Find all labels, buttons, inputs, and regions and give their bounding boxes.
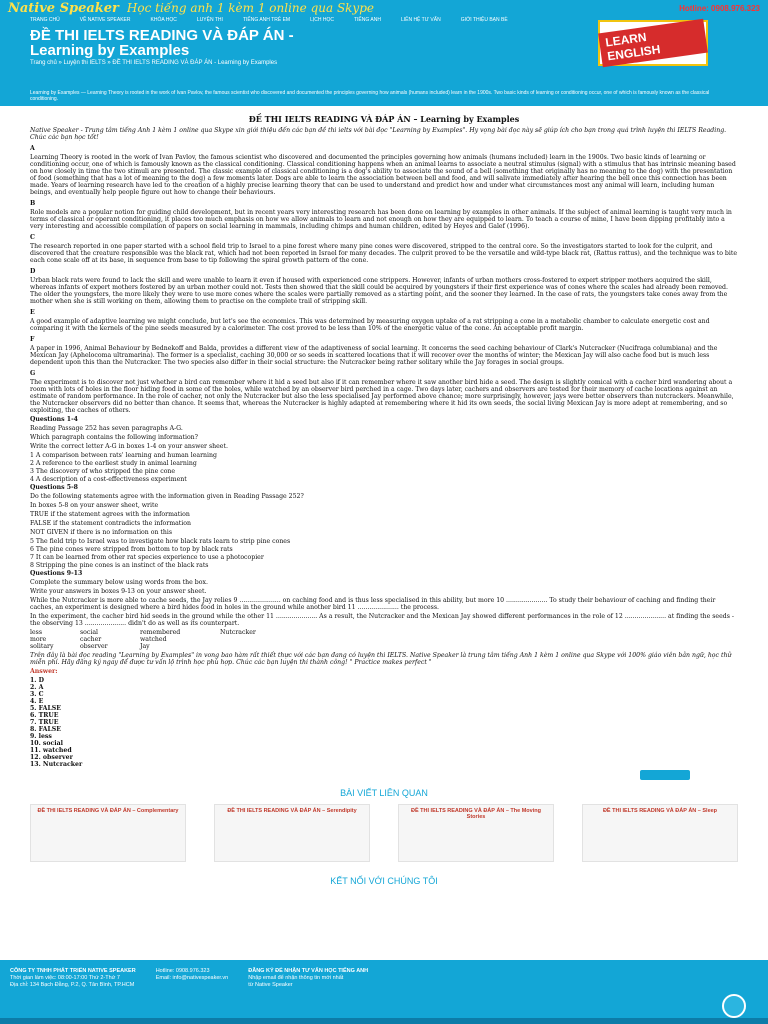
- page-hero: [0, 16, 768, 88]
- word-option: observer: [80, 643, 108, 650]
- related-card[interactable]: [582, 804, 738, 862]
- word-option: watched: [140, 636, 167, 643]
- q2-boxes: In boxes 5-8 on your answer sheet, write: [30, 502, 159, 509]
- nav-english[interactable]: TIẾNG ANH: [353, 17, 381, 23]
- breadcrumb[interactable]: Trang chủ » Luyện thi IELTS » ĐỀ THI IELTS READING VÀ ĐÁP ÁN - Learning by Examples: [30, 60, 278, 66]
- list-item: 7 It can be learned from other rat species experience to use a photocopier: [30, 554, 264, 561]
- related-card[interactable]: [30, 804, 186, 862]
- q2-not-given: NOT GIVEN if there is no information on this: [30, 529, 173, 536]
- nav-schedule[interactable]: LỊCH HỌC: [310, 17, 334, 23]
- answer-item: 11. watched: [30, 747, 72, 754]
- footer-subscribe-title: ĐĂNG KÝ ĐỂ NHẬN TƯ VẤN HỌC TIẾNG ANH: [248, 968, 369, 974]
- footer-email[interactable]: Email: info@nativespeaker.vn: [155, 975, 229, 981]
- footer-line: Nhập email để nhận thông tin mới nhất: [248, 975, 344, 981]
- paragraph-b: Role models are a popular notion for guiding child development, but in recent years very interesting research has been done on learning by examples in other animals. If the subject of animal learning is taught very much in terms of classical or operant conditioning, it places too much emphasis on how we allow animals to learn and not enough on how they are equipped to learn. To teach a course of mine, I have been dipping profitably into a very interesting and accessible compilation of papers on social learning in mammals, including chimps and human children, edited by Heyes and Galef (1996).: [30, 209, 732, 230]
- article-outro: Trên đây là bài đọc reading "Learning by Examples" in vong bao hàm rất thiết thực với các bạn đang có luyện thi IELTS. Native Speaker là trung tâm tiếng Anh 1 kèm 1 online qua Skype với 100% giáo viên bản ngữ, học thử miễn phí. Hãy đăng ký ngay để được tư vấn lộ trình học phù hợp. Chúc các bạn luyện thi thành công! " Practice makes perfect ": [30, 652, 732, 666]
- list-item: 6 The pine cones were stripped from bottom to top by black rats: [30, 546, 233, 553]
- q3-write: Write your answers in boxes 9-13 on your answer sheet.: [30, 588, 207, 595]
- paragraph-label-e: E: [30, 309, 35, 316]
- related-title: BÀI VIẾT LIÊN QUAN: [340, 788, 428, 798]
- share-button[interactable]: [640, 770, 690, 780]
- paragraph-label-d: D: [30, 268, 36, 275]
- q2-true: TRUE if the statement agrees with the information: [30, 511, 190, 518]
- page-title-line2: Learning by Examples: [30, 42, 190, 59]
- answer-item: 13. Nutcracker: [30, 761, 83, 768]
- paragraph-label-g: G: [30, 370, 36, 377]
- answer-item: 2. A: [30, 684, 44, 691]
- page-title-line1: ĐỀ THI IELTS READING VÀ ĐÁP ÁN -: [30, 27, 294, 44]
- answers-title: Answer:: [30, 668, 58, 675]
- related-card-title[interactable]: ĐỀ THI IELTS READING VÀ ĐÁP ÁN – Sleep: [602, 808, 718, 814]
- q2-list: [30, 538, 738, 569]
- footer-line: từ Native Speaker: [248, 982, 293, 988]
- list-item: 3 The discovery of who stripped the pine cone: [30, 468, 176, 475]
- footer-hotline[interactable]: Hotline: 0908.976.323: [155, 968, 210, 974]
- bottom-strip: [0, 1018, 768, 1024]
- related-card[interactable]: [398, 804, 554, 862]
- q3-summary-2: In the experiment, the cacher bird hid seeds in the ground while the other 11 ..................... As a result, the Nutcracker and the Mexican Jay showed different performances in the role of 12 ..................... at finding the seeds - the observing 13 ..................... didn't do as well as its counterpart.: [30, 613, 734, 627]
- list-item: 2 A reference to the earliest study in animal learning: [30, 460, 197, 467]
- article-body: [0, 106, 768, 768]
- paragraph-g: The experiment is to discover not just whether a bird can remember where it hid a seed but also if it can remember where it saw another bird hide a seed. The design is slightly comical with a cacher bird wandering about a room with lots of holes in the floor hiding food in some of the holes, while watched by an observer bird perched in a cage. Two days later, cachers and observers are tested for their memory of cache locations against an estimate of random performance. In the role of cacher, not only the Nutcracker but also the less specialised Jay performed above chance; more surprisingly, however, jays were better observers than nutcrackers. Meanwhile, the Nutcracker observers did no better than chance. It seems that, whereas the Nutcracker is highly adapted at remembering where it hid its own seeds, the social living Mexican Jay is more adept at remembering, and so exploiting, the caches of others.: [30, 379, 734, 414]
- nav-exam[interactable]: LUYỆN THI: [196, 17, 223, 23]
- hotline[interactable]: Hotline: 0908.976.323: [679, 3, 760, 13]
- chat-bubble-icon[interactable]: [722, 994, 746, 1018]
- footer-contact: [156, 968, 229, 1016]
- word-option: remembered: [140, 629, 181, 636]
- word-option: less: [30, 629, 42, 636]
- q3-instr: Complete the summary below using words from the box.: [30, 579, 208, 586]
- answer-list: [30, 677, 738, 768]
- learn-english-badge: LEARN ENGLISH: [598, 19, 708, 67]
- list-item: 1 A comparison between rats' learning and human learning: [30, 452, 217, 459]
- answer-item: 6. TRUE: [30, 712, 59, 719]
- nav-courses[interactable]: KHÓA HỌC: [150, 17, 177, 23]
- article-summary: Learning by Examples — Learning Theory is rooted in the work of Ivan Pavlov, the famous scientist who discovered and documented the principles governing how animals (humans included) learn in the 1900s. Two basic kinds of learning or conditioning occur, one of which is famously known as the classical conditioning.: [0, 88, 768, 106]
- q1-which: Which paragraph contains the following information?: [30, 434, 198, 441]
- word-box: [30, 629, 738, 650]
- word-option: cacher: [80, 636, 102, 643]
- paragraph-d: Urban black rats were found to lack the skill and were unable to learn it even if housed with experienced cone strippers. However, infants of urban mothers cross-fostered to expert stripper mothers acquired the skill, whereas infants of expert mothers fostered by an urban mother could not. Tests then showed that the skill could be acquired by youngsters if their first experience was of cones where the scales had already been removed. The older the youngsters, the more likely they were to use more cones where the scales were partially removed as a starting point, and the sooner they learned. In the case of rats, the youngsters take cones away from the mother when she is still working on them, allowing them to practise on the complete trail of stripping skill.: [30, 277, 728, 305]
- footer-line: Địa chỉ: 134 Bạch Đằng, P.2, Q. Tân Bình, TP.HCM: [10, 982, 135, 988]
- nav-home[interactable]: TRANG CHỦ: [30, 17, 60, 23]
- q2-false: FALSE if the statement contradicts the information: [30, 520, 191, 527]
- word-option: solitary: [30, 643, 54, 650]
- word-option: more: [30, 636, 47, 643]
- word-option: [220, 636, 290, 643]
- answer-item: 7. TRUE: [30, 719, 59, 726]
- paragraph-label-c: C: [30, 234, 35, 241]
- questions-5-8-title: Questions 5-8: [30, 484, 78, 491]
- article-title: ĐỀ THI IELTS READING VÀ ĐÁP ÁN – Learning by Examples: [248, 114, 520, 124]
- top-banner: [0, 0, 768, 16]
- paragraph-label-b: B: [30, 200, 36, 207]
- answer-item: 4. E: [30, 698, 44, 705]
- slogan: Học tiếng anh 1 kèm 1 online qua Skype: [126, 1, 374, 15]
- related-card-title[interactable]: ĐỀ THI IELTS READING VÀ ĐÁP ÁN – Complementary: [37, 808, 179, 814]
- q1-passage: Reading Passage 252 has seven paragraphs A-G.: [30, 425, 183, 432]
- questions-1-4-title: Questions 1-4: [30, 416, 78, 423]
- questions-9-13-title: Questions 9-13: [30, 570, 83, 577]
- word-option: social: [80, 629, 99, 636]
- answer-item: 3. C: [30, 691, 44, 698]
- connect-title: KẾT NỐI VỚI CHÚNG TÔI: [330, 876, 438, 886]
- learn-english-banner: [598, 20, 708, 66]
- nav-contact[interactable]: LIÊN HỆ TƯ VẤN: [400, 17, 441, 23]
- paragraph-f: A paper in 1996, Animal Behaviour by Bednekoff and Balda, provides a different view of the adaptiveness of social learning. It concerns the seed caching behaviour of Clark's Nutcracker (Nucifraga columbiana) and the Mexican Jay (Aphelocoma ultramarina). The former is a specialist, caching 30,000 or so seeds in scattered locations that it will recover over the months of winter; the Mexican Jay will also cache food but is much less dependent upon this than the Nutcracker. The two species also differ in their social structure: the Nutcracker being rather solitary while the Jay forages in social groups.: [30, 345, 718, 366]
- word-option: Jay: [140, 643, 150, 650]
- answer-item: 10. social: [30, 740, 64, 747]
- paragraph-c: The research reported in one paper started with a school field trip to Israel to a pine forest where many pine cones were discovered, stripped to the central core. So the investigators started to look for the culprit, and discovered that the creature responsible was the black rat, which had not been reported in Israel for many decades. The culprit proved to be the versatile and wild-type black rat, (Rattus rattus), and the technique was to bite each cone scale off at its base, in sequence from base to tip following the spiral growth pattern of the cone.: [30, 243, 738, 264]
- answer-item: 5. FALSE: [30, 705, 61, 712]
- list-item: 5 The field trip to Israel was to investigate how black rats learn to strip pine cones: [30, 538, 291, 545]
- answer-item: 8. FALSE: [30, 726, 61, 733]
- paragraph-a: Learning Theory is rooted in the work of Ivan Pavlov, the famous scientist who discovered and documented the principles governing how animals (humans included) learn in the 1900s. Two basic kinds of learning or conditioning occur, one of which is famously known as the classical conditioning. Classical conditioning happens when an animal learns to associate a neutral stimulus (signal) with a stimulus that has intrinsic meaning based on how closely in time the two stimuli are presented. The classic example of classical conditioning is a dog's ability to associate the sound of a bell (something that originally has no meaning to the dog) with the presentation of food (something that has a lot of meaning to the dog) a few moments later. Dogs are able to learn the association between bell and food, and will salivate immediately after hearing the bell once this connection has been made. Years of learning research have led to the creation of a highly precise learning theory that can be used to understand and predict how and under what circumstances most any animal will learn, including human beings, and eventually help people figure out how to change their behaviours.: [30, 154, 736, 196]
- q1-write: Write the correct letter A-G in boxes 1-4 on your answer sheet.: [30, 443, 228, 450]
- footer-company: [10, 968, 136, 1016]
- paragraph-label-f: F: [30, 336, 35, 343]
- q2-instr: Do the following statements agree with the information given in Reading Passage 252?: [30, 493, 304, 500]
- related-card-title[interactable]: ĐỀ THI IELTS READING VÀ ĐÁP ÁN – Serendipity: [227, 808, 357, 814]
- brand-logo[interactable]: Native Speaker: [8, 0, 119, 16]
- answer-item: 12. observer: [30, 754, 73, 761]
- footer-company-name: CÔNG TY TNHH PHÁT TRIỂN NATIVE SPEAKER: [10, 968, 136, 974]
- nav-about[interactable]: VỀ NATIVE SPEAKER: [79, 17, 131, 23]
- related-card-title[interactable]: ĐỀ THI IELTS READING VÀ ĐÁP ÁN – The Moving Stories: [411, 808, 541, 820]
- q1-list: [30, 452, 738, 483]
- answer-item: 9. less: [30, 733, 52, 740]
- list-item: 4 A description of a cost-effectiveness experiment: [30, 476, 187, 483]
- list-item: 8 Stripping the pine cones is an instinct of the black rats: [30, 562, 209, 569]
- nav-referral[interactable]: GIỚI THIỆU BẠN BÈ: [460, 17, 508, 23]
- article-intro: Native Speaker - Trung tâm tiếng Anh 1 kèm 1 online qua Skype xin giới thiệu đến các bạn đề thi ielts với bài đọc "Learning by Examples". Hy vọng bài đọc này sẽ giúp ích cho bạn trong quá trình luyện thi IELTS Reading. Chúc các bạn học tốt!: [30, 127, 727, 141]
- q3-summary-1: While the Nutcracker is more able to cache seeds, the Jay relies 9 ..................... on caching food and is thus less specialised in this ability, but more 10 ..................... To study their behaviour of caching and finding their caches, an experiment is designed where a bird hides food in holes in the ground while another bird 11 ..................... the process.: [30, 597, 716, 611]
- nav-kids[interactable]: TIẾNG ANH TRẺ EM: [242, 17, 291, 23]
- answer-item: 1. D: [30, 677, 44, 684]
- word-option: Nutcracker: [220, 629, 256, 636]
- related-posts: [0, 798, 768, 862]
- related-card[interactable]: [214, 804, 370, 862]
- paragraph-label-a: A: [30, 145, 35, 152]
- paragraph-e: A good example of adaptive learning we might conclude, but let's see the economics. This was determined by measuring oxygen uptake of a rat stripping a cone in a metabolic chamber to calculate energetic cost and comparing it with the kernels of the pine seeds measured by a calorimeter. The cost proved to be less than 10% of the energetic value of the cone. An acceptable profit margin.: [30, 318, 710, 332]
- footer-subscribe: [248, 968, 368, 1016]
- footer-line: Thời gian làm việc: 08:00-17:00 Thứ 2-Thứ 7: [10, 975, 120, 981]
- footer: [0, 960, 768, 1024]
